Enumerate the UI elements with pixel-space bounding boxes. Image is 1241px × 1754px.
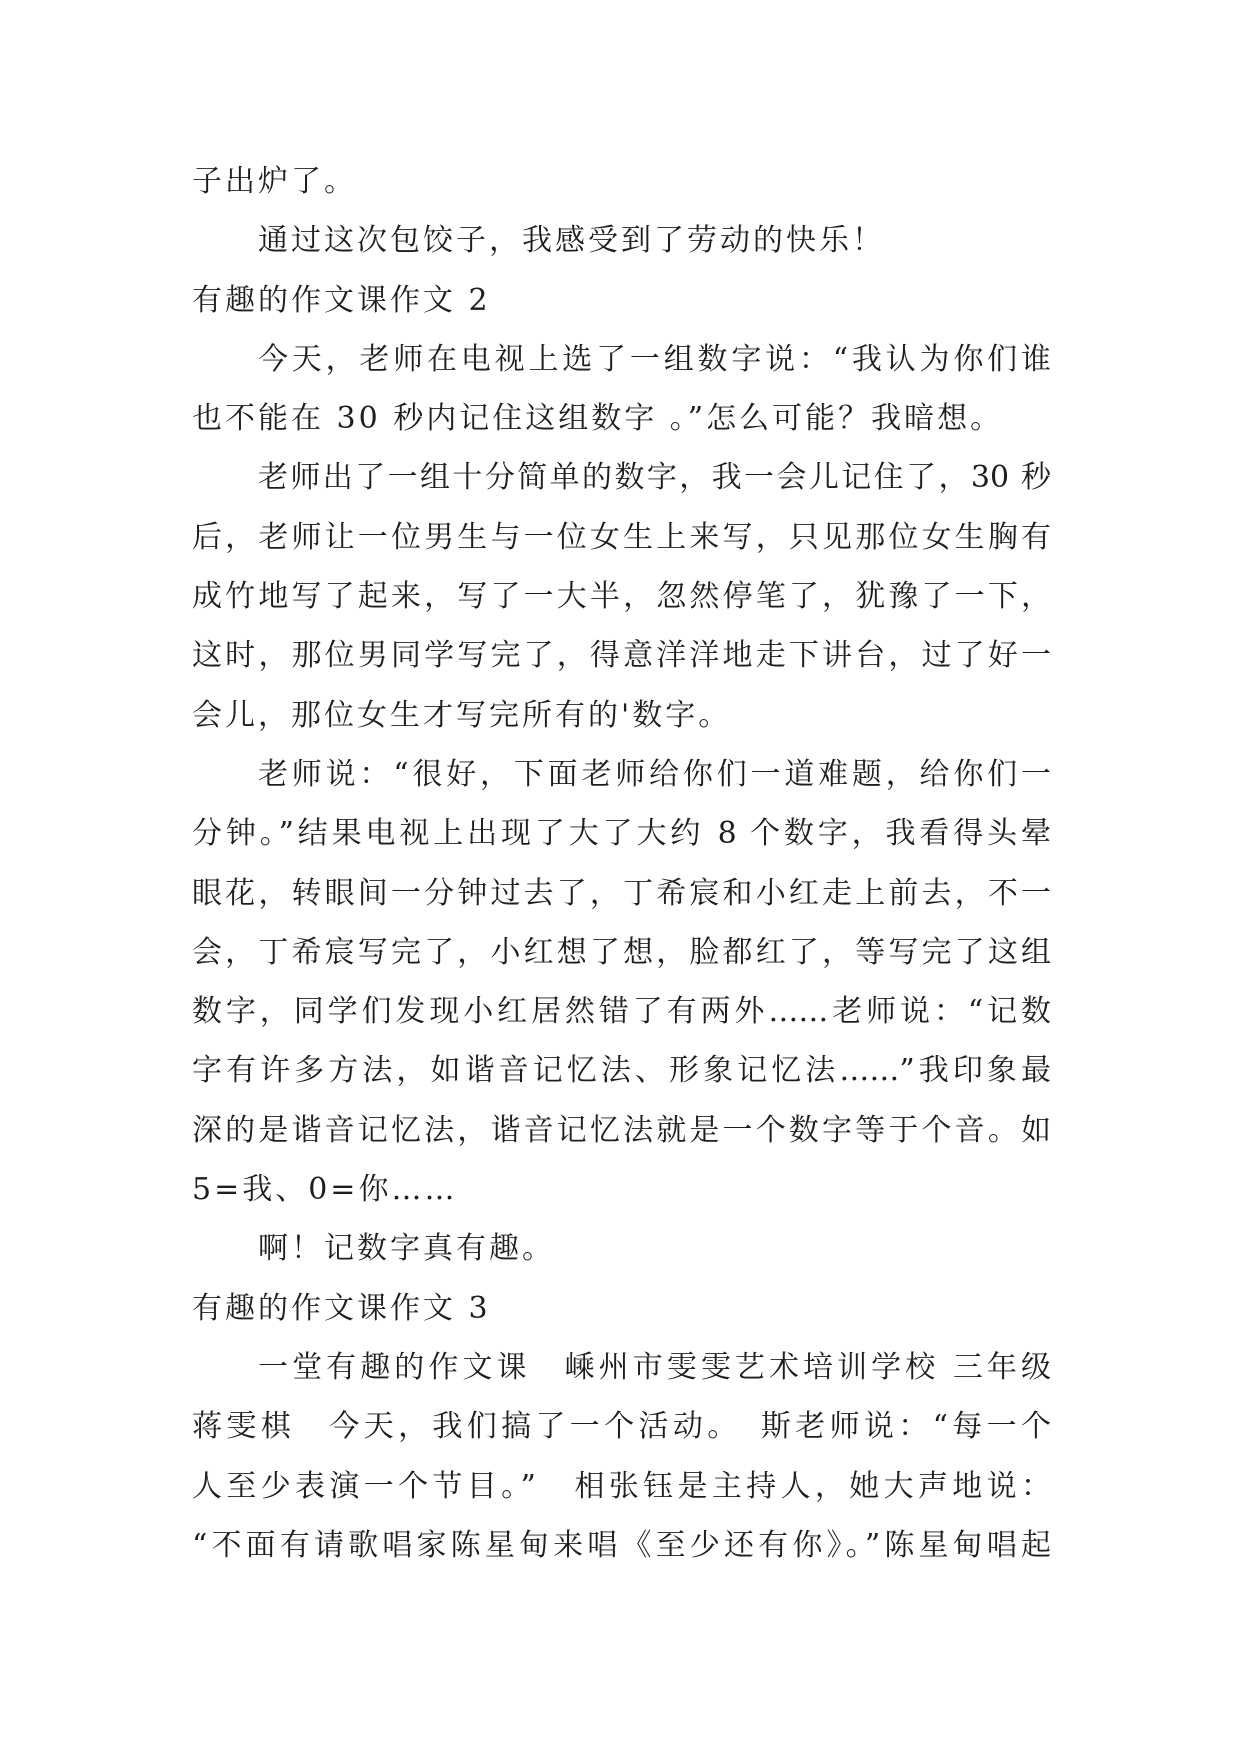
paragraph xyxy=(192,330,1051,449)
text-line: 人至少表演一个节目。” 相张钰是主持人，她大声地说： xyxy=(192,1468,1051,1504)
text-line: 一堂有趣的作文课 嵊州市雯雯艺术培训学校 三年级 xyxy=(258,1349,1051,1385)
text-line: 老师说：“很好，下面老师给你们一道难题，给你们一 xyxy=(258,756,1051,792)
paragraph xyxy=(192,1219,1051,1278)
document-body xyxy=(192,152,1051,1575)
paragraph xyxy=(192,1338,1051,1575)
text-line: 蒋雯棋 今天，我们搞了一个活动。 斯老师说：“每一个 xyxy=(192,1409,1051,1445)
essay-section-1-end xyxy=(192,152,1051,271)
essay-section-3 xyxy=(192,1279,1051,1575)
paragraph xyxy=(192,211,1051,270)
text-line: 深的是谐音记忆法，谐音记忆法就是一个数字等于个音。如 xyxy=(192,1112,1051,1148)
text-line: 老师出了一组十分简单的数字，我一会儿记住了，30 秒 xyxy=(258,460,1051,496)
essay-section-2 xyxy=(192,271,1051,1279)
text-line: 会，丁希宸写完了，小红想了想，脸都红了，等写完了这组 xyxy=(192,934,1051,970)
section-title: 有趣的作文课作文 3 xyxy=(192,1290,491,1326)
text-line: 子出炉了。 xyxy=(192,164,357,199)
text-line: 眼花，转眼间一分钟过去了，丁希宸和小红走上前去，不一 xyxy=(192,875,1051,911)
text-line: 数字，同学们发现小红居然错了有两外……老师说：“记数 xyxy=(192,994,1051,1030)
text-line: 通过这次包饺子，我感受到了劳动的快乐！ xyxy=(258,223,885,259)
text-line: 啊！记数字真有趣。 xyxy=(258,1231,555,1267)
text-line: 后，老师让一位男生与一位女生上来写，只见那位女生胸有 xyxy=(192,519,1051,555)
section-title: 有趣的作文课作文 2 xyxy=(192,282,491,318)
text-line: 这时，那位男同学写完了，得意洋洋地走下讲台，过了好一 xyxy=(192,638,1051,674)
paragraph xyxy=(192,745,1051,1219)
text-line: 会儿，那位女生才写完所有的'数字。 xyxy=(192,697,732,733)
text-line: 成竹地写了起来，写了一大半，忽然停笔了，犹豫了一下， xyxy=(192,579,1051,615)
text-line: 5=我、0=你…… xyxy=(192,1172,458,1208)
paragraph xyxy=(192,152,1051,211)
text-line: 分钟。”结果电视上出现了大了大约 8 个数字，我看得头晕 xyxy=(192,816,1051,852)
text-line: 今天，老师在电视上选了一组数字说：“我认为你们谁 xyxy=(258,341,1051,377)
text-line: 字有许多方法，如谐音记忆法、形象记忆法……”我印象最 xyxy=(192,1053,1051,1089)
text-line: 也不能在 30 秒内记住这组数字 。”怎么可能？我暗想。 xyxy=(192,401,1004,437)
text-line: “不面有请歌唱家陈星甸来唱《至少还有你》。”陈星甸唱起 xyxy=(192,1527,1051,1563)
paragraph xyxy=(192,448,1051,744)
